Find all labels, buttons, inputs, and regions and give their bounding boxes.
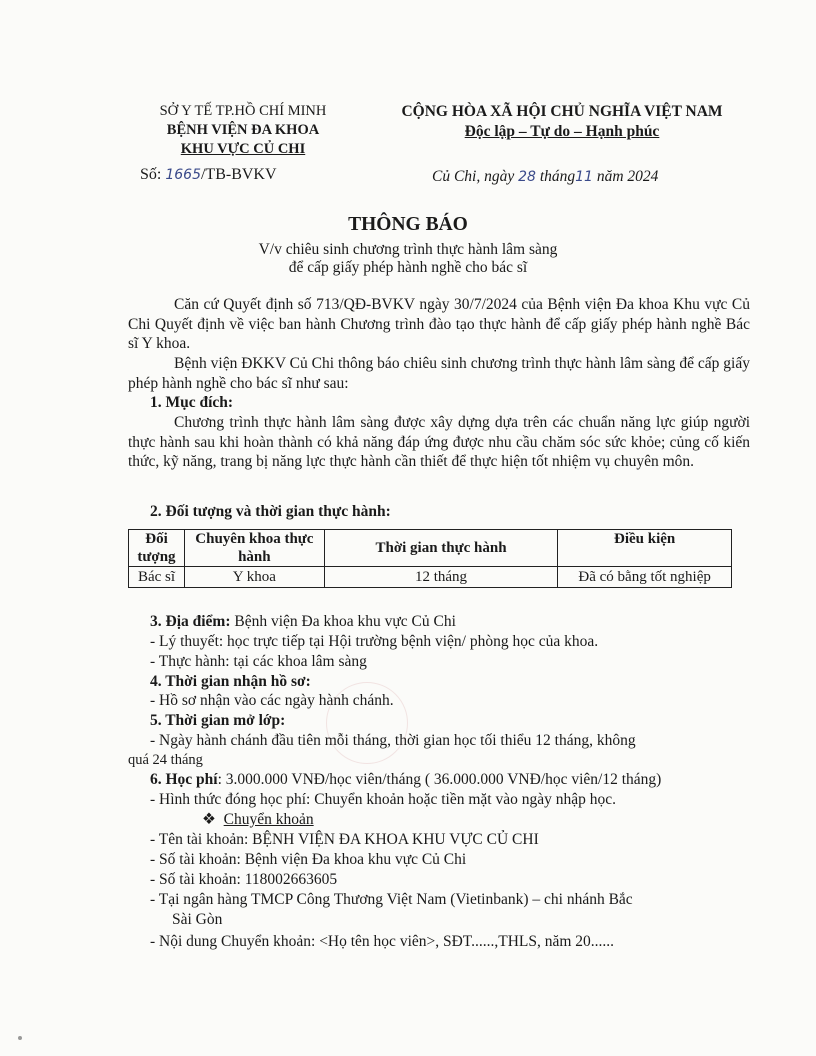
document-number: Số: 1665/TB-BVKV	[140, 166, 277, 183]
table-header-cell: Điều kiện	[558, 530, 732, 567]
intro-paragraph-1: Căn cứ Quyết định số 713/QĐ-BVKV ngày 30/7/2024 của Bệnh viện Đa khoa Khu vực Củ Chi Quyết định về việc ban hành Chương trình đào tạo thực hành để cấp giấy phép hành nghề Bác sĩ Y khoa.	[128, 296, 750, 352]
national-header	[376, 102, 748, 142]
issuer-parent-org: SỞ Y TẾ TP.HỒ CHÍ MINH	[159, 103, 327, 119]
section-6-value: : 3.000.000 VNĐ/học viên/tháng ( 36.000.000 VNĐ/học viên/12 tháng)	[217, 771, 662, 788]
list-item-continuation: Sài Gòn	[172, 911, 223, 928]
list-item: - Ngày hành chánh đầu tiên mỗi tháng, thời gian học tối thiểu 12 tháng, không	[150, 732, 636, 749]
table-header-cell: Chuyên khoa thực hành	[184, 530, 324, 567]
transfer-label: Chuyển khoản	[223, 811, 314, 828]
table-cell: Y khoa	[184, 567, 324, 588]
section-1-text: Chương trình thực hành lâm sàng được xây dựng dựa trên các chuẩn năng lực giúp người thực hành sau khi hoàn thành có khả năng đáp ứng được nhu cầu chăm sóc sức khỏe; củng cố kiến thức, kỹ năng, trang bị năng lực thực hành cần thiết để thực hiện tốt nhiệm vụ chuyên môn.	[128, 414, 750, 470]
section-2-heading: 2. Đối tượng và thời gian thực hành:	[150, 503, 391, 520]
section-1-heading: 1. Mục đích:	[150, 394, 234, 411]
list-item: - Tại ngân hàng TMCP Công Thương Việt Nam (Vietinbank) – chi nhánh Bắc	[150, 891, 633, 908]
practice-table	[128, 529, 732, 588]
list-item: - Số tài khoản: Bệnh viện Đa khoa khu vực Củ Chi	[150, 851, 467, 868]
section-6-heading: 6. Học phí	[150, 771, 218, 788]
section-3-line	[150, 612, 456, 632]
list-item: - Tên tài khoản: BỆNH VIỆN ĐA KHOA KHU VỰC CỦ CHI	[150, 831, 539, 848]
issuer-block	[118, 102, 368, 159]
list-item-continuation: quá 24 tháng	[128, 752, 203, 768]
faint-stamp-mark	[326, 682, 408, 764]
issuer-org-name: BỆNH VIỆN ĐA KHOA	[166, 122, 320, 138]
table-header-cell: Đối tượng	[129, 530, 185, 567]
section-5-heading: 5. Thời gian mở lớp:	[150, 712, 286, 729]
table-header-cell: Thời gian thực hành	[324, 530, 558, 567]
scan-speck	[18, 1036, 22, 1040]
diamond-bullet-icon: ❖	[202, 811, 216, 828]
list-item: - Thực hành: tại các khoa lâm sàng	[150, 653, 367, 670]
national-motto: Độc lập – Tự do – Hạnh phúc	[464, 123, 660, 140]
national-title: CỘNG HÒA XÃ HỘI CHỦ NGHĨA VIỆT NAM	[401, 103, 723, 120]
section-4-heading: 4. Thời gian nhận hồ sơ:	[150, 673, 311, 690]
section-3-heading: 3. Địa điểm:	[150, 613, 231, 630]
list-item: - Hồ sơ nhận vào các ngày hành chánh.	[150, 692, 394, 709]
issuer-org-area: KHU VỰC CỦ CHI	[180, 141, 306, 157]
table-cell: Bác sĩ	[129, 567, 185, 588]
table-header-row	[129, 530, 732, 567]
transfer-subheading	[202, 810, 314, 830]
handwritten-day: 28	[518, 169, 536, 185]
list-item: - Số tài khoản: 118002663605	[150, 871, 338, 888]
handwritten-number: 1665	[165, 167, 201, 183]
list-item: - Hình thức đóng học phí: Chuyển khoản hoặc tiền mặt vào ngày nhập học.	[150, 791, 616, 808]
list-item: - Lý thuyết: học trực tiếp tại Hội trường bệnh viện/ phòng học của khoa.	[150, 633, 599, 650]
table-cell: Đã có bằng tốt nghiệp	[558, 567, 732, 588]
table-row	[129, 567, 732, 588]
handwritten-month: 11	[575, 169, 593, 185]
document-subtitle: V/v chiêu sinh chương trình thực hành lâm sàng để cấp giấy phép hành nghề cho bác sĩ	[258, 241, 558, 276]
date-line: Củ Chi, ngày 28 tháng11 năm 2024	[432, 168, 659, 185]
table-cell: 12 tháng	[324, 567, 558, 588]
list-item: - Nội dung Chuyển khoản: <Họ tên học viên>, SĐT......,THLS, năm 20......	[150, 933, 615, 950]
section-6-line	[150, 770, 661, 790]
intro-paragraph-2: Bệnh viện ĐKKV Củ Chi thông báo chiêu sinh chương trình thực hành lâm sàng để cấp giấy phép hành nghề cho bác sĩ như sau:	[128, 355, 750, 392]
section-3-value: Bệnh viện Đa khoa khu vực Củ Chi	[230, 613, 456, 630]
document-title: THÔNG BÁO	[348, 214, 468, 235]
